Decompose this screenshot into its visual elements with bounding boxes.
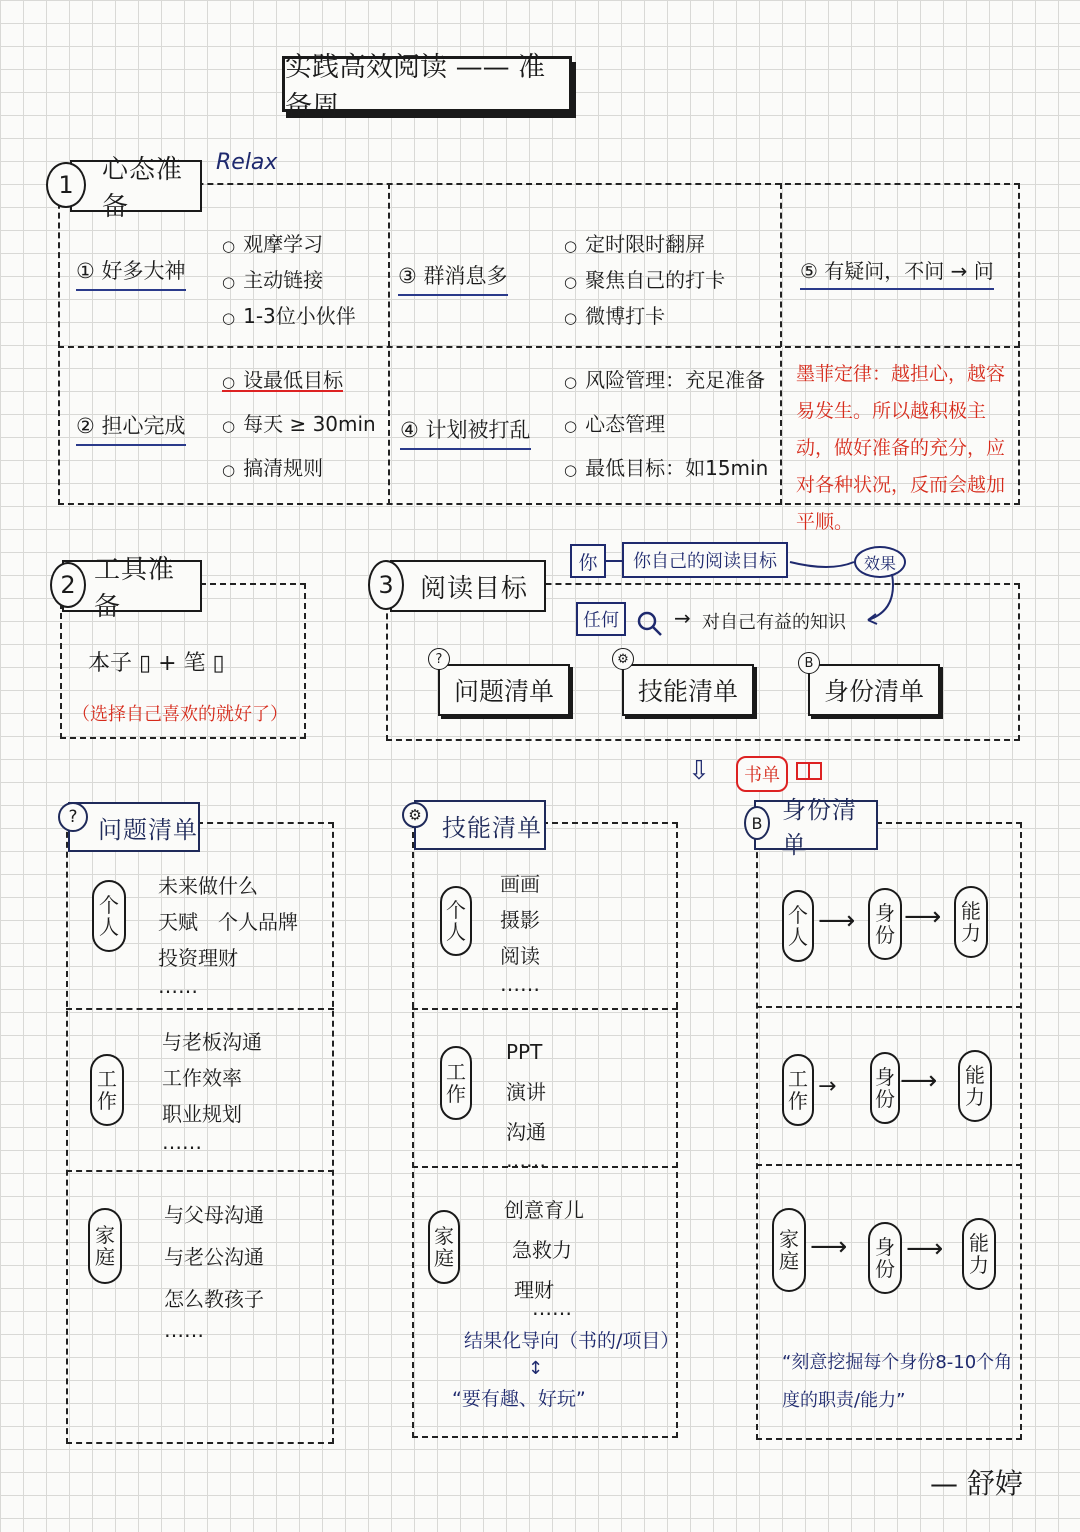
category-work: 工 作 <box>90 1054 124 1126</box>
section2-number: 2 <box>50 562 86 608</box>
section1-divider-v2 <box>780 183 782 505</box>
section1-divider-v1 <box>388 183 390 505</box>
section1-header <box>70 155 202 222</box>
section3-header <box>390 560 546 612</box>
category-personal: 个 人 <box>92 880 126 952</box>
down-arrow-icon: ⇩ <box>688 756 710 786</box>
b-letter-icon: B <box>744 806 770 840</box>
arrow-right-icon: → <box>818 1074 837 1099</box>
murphy-note: 墨菲定律：越担心，越容易发生。所以越积极主动，做好准备的充分，应对各种状况，反而会越加平顺。 <box>796 363 1006 533</box>
question-icon: ? <box>428 648 450 670</box>
worry-item-3-label: ③ 群消息多 <box>398 260 508 296</box>
arrow-right-icon: ⟶ <box>810 1232 848 1262</box>
goal-identity-box: 身份清单 <box>808 664 940 716</box>
knowledge-text: 对自己有益的知识 <box>702 612 846 633</box>
problem-personal-items: 未来做什么 天赋 个人品牌 投资理财 …… <box>158 874 298 998</box>
worry-item-5-label: ⑤ 有疑问，不问 → 问 <box>800 255 994 290</box>
identity-note: “刻意挖掘每个身份8-10个角度的职责/能力” <box>782 1352 1013 1411</box>
gear-icon: ⚙ <box>612 648 634 670</box>
category-work: 工 作 <box>782 1054 814 1126</box>
tools-hint: （选择自己喜欢的就好了） <box>72 704 288 725</box>
worry-item-1-label: ① 好多大神 <box>76 255 186 291</box>
section1-title: 心态准备 <box>102 155 184 222</box>
problem-work-items: 与老板沟通 工作效率 职业规划 …… <box>162 1030 262 1154</box>
question-icon: ? <box>58 802 88 832</box>
booklist-badge: 书单 <box>736 756 788 792</box>
tools-line: 本子 ▯ + 笔 ▯ <box>88 651 225 676</box>
category-family: 家 庭 <box>772 1208 806 1292</box>
effect-badge: 效果 <box>854 546 906 578</box>
category-personal: 个 人 <box>782 890 814 962</box>
problem-family-items: 与父母沟通 与老公沟通 怎么教孩子 …… <box>164 1203 264 1342</box>
category-family: 家 庭 <box>88 1208 122 1284</box>
arrow-updown-icon: ↕ <box>528 1358 544 1379</box>
you-box: 你 <box>570 544 606 578</box>
worry-item-4-label: ④ 计划被打乱 <box>400 414 531 450</box>
worry-item-1-bullets: ○ 观摩学习 ○ 主动链接 ○ 1-3位小伙伴 <box>222 226 356 334</box>
identity-node: 身 份 <box>868 888 902 960</box>
ability-node: 能 力 <box>958 1050 992 1122</box>
ability-node: 能 力 <box>962 1218 996 1290</box>
worry-item-3-bullets: ○ 定时限时翻屏 ○ 聚焦自己的打卡 ○ 微博打卡 <box>564 226 725 334</box>
category-personal: 个 人 <box>440 886 472 956</box>
skill-list-header: 技能清单 <box>414 800 546 850</box>
book-icon <box>796 762 822 780</box>
signature: — 舒婷 <box>930 1467 1023 1500</box>
skill-personal-items: 画画 摄影 阅读 …… <box>500 872 540 996</box>
search-icon <box>636 610 664 638</box>
section1-divider-h <box>58 346 1020 348</box>
problem-list-header: 问题清单 <box>68 802 200 852</box>
ability-node: 能 力 <box>954 886 988 958</box>
worry-item-4-bullets: ○ 风险管理：充足准备 ○ 心态管理 ○ 最低目标：如15min <box>564 358 768 490</box>
section1-number: 1 <box>46 162 86 208</box>
arrow-right-icon: ⟶ <box>900 1066 938 1096</box>
you-connector <box>606 560 622 562</box>
your-goal-box: 你自己的阅读目标 <box>622 542 788 578</box>
worry-item-2-label: ② 担心完成 <box>76 410 186 446</box>
page-title: 实践高效阅读 —— 准备周 <box>285 52 546 122</box>
skill-result-note: 结果化导向（书的/项目） <box>464 1330 680 1352</box>
identity-list-header: 身份清单 <box>754 800 878 850</box>
category-family: 家 庭 <box>428 1210 460 1284</box>
identity-node: 身 份 <box>868 1222 902 1294</box>
skill-fun-note: “要有趣、好玩” <box>452 1388 586 1410</box>
identity-node: 身 份 <box>870 1052 900 1124</box>
goal-problem-box: 问题清单 <box>438 664 570 716</box>
category-work: 工 作 <box>440 1046 472 1120</box>
title-banner <box>282 52 572 122</box>
arrow-right-icon: ⟶ <box>904 902 942 932</box>
worry-item-2-bullets: ○ 设最低目标 ○ 每天 ≥ 30min ○ 搞清规则 <box>222 358 376 490</box>
relax-label: Relax <box>216 150 278 175</box>
gear-icon: ⚙ <box>402 802 428 828</box>
section2-title: 工具准备 <box>94 555 176 622</box>
arrow-right-icon: → <box>674 606 691 630</box>
arrow-right-icon: ⟶ <box>906 1234 944 1264</box>
skill-family-items: 创意育儿 急救力 理财 …… <box>504 1198 584 1320</box>
section3-title: 阅读目标 <box>420 573 529 604</box>
section3-number: 3 <box>368 560 404 610</box>
goal-skill-box: 技能清单 <box>622 664 754 716</box>
arrow-right-icon: ⟶ <box>818 906 856 936</box>
any-box: 任何 <box>576 602 626 636</box>
b-letter-icon: B <box>798 652 820 674</box>
skill-work-items: PPT 演讲 沟通 …… <box>506 1040 546 1172</box>
